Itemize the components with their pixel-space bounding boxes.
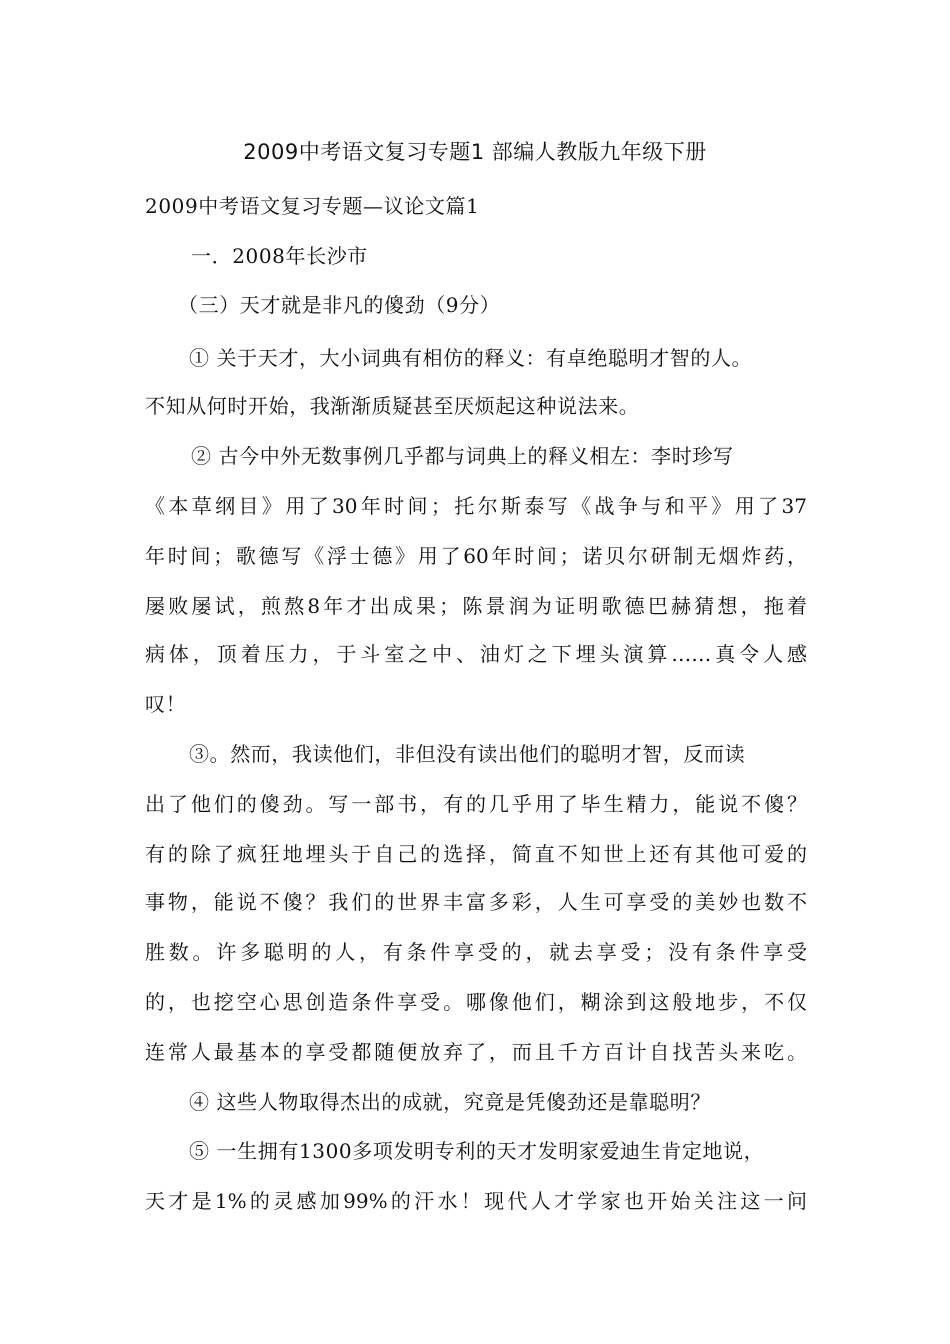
paragraph-3-line-4: 事物，能说不傻？我们的世界丰富多彩，人生可享受的美妙也数不 bbox=[145, 890, 807, 914]
article-heading: （三）天才就是非凡的傻劲（9分） bbox=[178, 293, 501, 317]
paragraph-2-line-4: 屡败屡试，煎熬8年才出成果；陈景润为证明歌德巴赫猜想，拖着 bbox=[145, 594, 807, 618]
paragraph-3-line-3: 有的除了疯狂地埋头于自己的选择，简直不知世上还有其他可爱的 bbox=[145, 842, 807, 866]
paragraph-3-line-6: 的，也挖空心思创造条件享受。哪像他们，糊涂到这般地步，不仅 bbox=[145, 990, 807, 1014]
paragraph-3-line-5: 胜数。许多聪明的人，有条件享受的，就去享受；没有条件享受 bbox=[145, 940, 807, 964]
paragraph-3-line-7: 连常人最基本的享受都随便放弃了，而且千方百计自找苦头来吃。 bbox=[145, 1040, 807, 1064]
paragraph-5-line-1: ⑤ 一生拥有1300多项发明专利的天才发明家爱迪生肯定地说， bbox=[189, 1139, 765, 1163]
paragraph-2-line-6: 叹！ bbox=[145, 692, 187, 716]
document-title: 2009中考语文复习专题1 部编人教版九年级下册 bbox=[243, 140, 707, 164]
section-heading: 一．2008年长沙市 bbox=[191, 244, 368, 268]
paragraph-1-line-1: ① 关于天才，大小词典有相仿的释义：有卓绝聪明才智的人。 bbox=[189, 346, 753, 370]
paragraph-2-line-1: ② 古今中外无数事例几乎都与词典上的释义相左：李时珍写 bbox=[191, 444, 734, 468]
paragraph-4-line-1: ④ 这些人物取得杰出的成就，究竟是凭傻劲还是靠聪明？ bbox=[189, 1090, 711, 1114]
paragraph-3-line-2: 出了他们的傻劲。写一部书，有的几乎用了毕生精力，能说不傻？ bbox=[145, 792, 807, 816]
paragraph-2-line-3: 年时间；歌德写《浮士德》用了60年时间；诺贝尔研制无烟炸药， bbox=[145, 544, 807, 568]
paragraph-3-line-1: ③。然而，我读他们，非但没有读出他们的聪明才智，反而读 bbox=[189, 742, 746, 766]
paragraph-2-line-5: 病体，顶着压力，于斗室之中、油灯之下埋头演算……真令人感 bbox=[145, 642, 807, 666]
paragraph-5-line-2: 天才是1%的灵感加99%的汗水！现代人才学家也开始关注这一问 bbox=[145, 1189, 807, 1213]
paragraph-1-line-2: 不知从何时开始，我渐渐质疑甚至厌烦起这种说法来。 bbox=[145, 394, 640, 418]
document-subtitle: 2009中考语文复习专题—议论文篇1 bbox=[145, 194, 480, 218]
paragraph-2-line-2: 《本草纲目》用了30年时间；托尔斯泰写《战争与和平》用了37 bbox=[145, 494, 807, 518]
